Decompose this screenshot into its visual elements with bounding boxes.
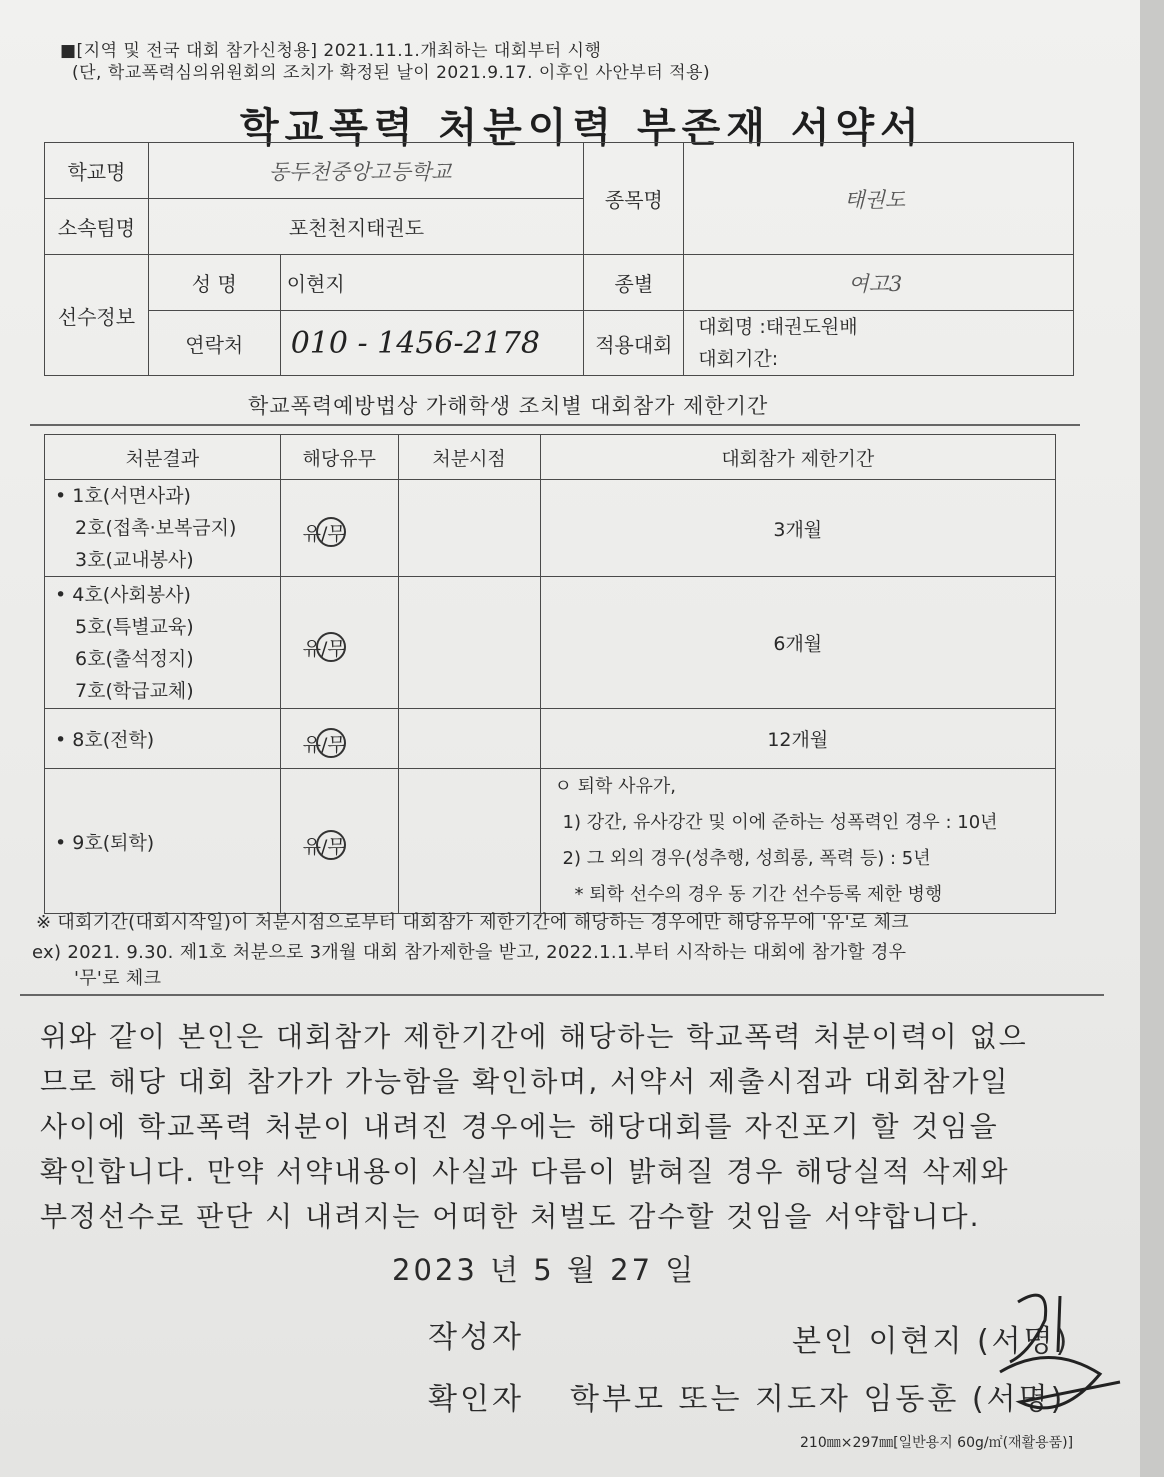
header-line-2: (단, 학교폭력심의위원회의 조치가 확정된 날이 2021.9.17. 이후인 사안부터 적용) bbox=[72, 63, 711, 83]
pledge-line-3: 사이에 학교폭력 처분이 내려진 경우에는 해당대회를 자진포기 할 것임을 bbox=[40, 1110, 999, 1143]
row1-yn: 유/무 bbox=[302, 523, 346, 545]
note-1: ※ 대회기간(대회시작일)이 처분시점으로부터 대회참가 제한기간에 해당하는 경우에만 해당유무에 '유'로 체크 bbox=[36, 912, 909, 933]
row2-period: 6개월 bbox=[540, 577, 1055, 709]
row2-item1: • 4호(사회봉사) bbox=[55, 583, 191, 606]
row3-time bbox=[398, 709, 540, 769]
name-label: 성 명 bbox=[148, 255, 280, 311]
row4-period-line4: * 퇴학 선수의 경우 동 기간 선수등록 제한 병행 bbox=[574, 884, 943, 905]
handwritten-signature-marks bbox=[990, 1282, 1130, 1432]
athlete-info-label: 선수정보 bbox=[45, 255, 149, 376]
col-time: 처분시점 bbox=[398, 435, 540, 480]
row1-circle-mark bbox=[316, 517, 346, 547]
row2-item4: 7호(학급교체) bbox=[75, 679, 194, 702]
row4-circle-mark bbox=[316, 830, 346, 860]
divider-top bbox=[30, 424, 1080, 426]
section-subtitle: 학교폭력예방법상 가해학생 조치별 대회참가 제한기간 bbox=[248, 394, 769, 418]
row4-yn: 유/무 bbox=[302, 836, 346, 858]
author-name: 본인 이현지 (서명) bbox=[792, 1324, 1071, 1359]
sign-date: 2023 년 5 월 27 일 bbox=[392, 1253, 697, 1287]
row3-period: 12개월 bbox=[540, 709, 1055, 769]
row2-time bbox=[398, 577, 540, 709]
competition-name: 대회명 :태권도원배 bbox=[698, 316, 858, 338]
row1-item3: 3호(교내봉사) bbox=[75, 549, 194, 571]
row2-yn: 유/무 bbox=[302, 637, 346, 660]
col-result: 처분결과 bbox=[45, 435, 281, 480]
phone-value: 010 - 1456-2178 bbox=[280, 311, 584, 376]
row2-item2: 5호(특별교육) bbox=[75, 615, 194, 638]
category-label: 종별 bbox=[584, 255, 684, 311]
pledge-line-4: 확인합니다. 만약 서약내용이 사실과 다름이 밝혀질 경우 해당실적 삭제와 bbox=[40, 1155, 1010, 1188]
pledge-line-2: 므로 해당 대회 참가가 가능함을 확인하며, 서약서 제출시점과 대회참가일 bbox=[40, 1065, 1010, 1098]
col-applicable: 해당유무 bbox=[280, 435, 398, 480]
pledge-line-5: 부정선수로 판단 시 내려지는 어떠한 처벌도 감수할 것임을 서약합니다. bbox=[40, 1200, 981, 1233]
athlete-info-table bbox=[44, 142, 1074, 376]
row3-item1: • 8호(전학) bbox=[45, 709, 281, 769]
row2-circle-mark bbox=[316, 632, 346, 662]
document-title: 학교폭력 처분이력 부존재 서약서 bbox=[240, 105, 925, 151]
row2-item3: 6호(출석정지) bbox=[75, 647, 194, 670]
competition-period: 대회기간: bbox=[698, 348, 779, 370]
paper-edge bbox=[1140, 0, 1164, 1477]
row3-yn: 유/무 bbox=[302, 733, 346, 756]
paper-spec: 210㎜×297㎜[일반용지 60g/㎡(재활용품)] bbox=[800, 1435, 1074, 1451]
row4-time bbox=[398, 769, 540, 914]
category-value: 여고3 bbox=[684, 255, 1074, 311]
row4-item1: • 9호(퇴학) bbox=[45, 769, 281, 914]
pledge-line-1: 위와 같이 본인은 대회참가 제한기간에 해당하는 학교폭력 처분이력이 없으 bbox=[40, 1020, 1028, 1053]
row1-item1: • 1호(서면사과) bbox=[55, 485, 191, 507]
confirmer-label: 확인자 bbox=[428, 1382, 524, 1417]
row4-period-line3: 2) 그 외의 경우(성추행, 성희롱, 폭력 등) : 5년 bbox=[562, 848, 931, 869]
col-period: 대회참가 제한기간 bbox=[540, 435, 1055, 480]
phone-label: 연락처 bbox=[148, 311, 280, 376]
author-label: 작성자 bbox=[428, 1320, 524, 1355]
school-label: 학교명 bbox=[45, 143, 149, 199]
team-label: 소속팀명 bbox=[45, 199, 149, 255]
header-line-1: ■[지역 및 전국 대회 참가신청용] 2021.11.1.개최하는 대회부터 시행 bbox=[60, 41, 602, 61]
sport-label: 종목명 bbox=[584, 143, 684, 255]
confirmer-name: 학부모 또는 지도자 임동훈 (서명) bbox=[570, 1382, 1066, 1417]
competition-label: 적용대회 bbox=[584, 311, 684, 376]
note-3: '무'로 체크 bbox=[74, 968, 162, 989]
row1-time bbox=[398, 480, 540, 577]
penalty-table bbox=[44, 434, 1056, 914]
team-value: 포천천지태권도 bbox=[148, 199, 584, 255]
row1-item2: 2호(접촉·보복금지) bbox=[75, 517, 237, 539]
school-value: 동두천중앙고등학교 bbox=[148, 143, 584, 199]
row4-period-line1: ㅇ 퇴학 사유가, bbox=[554, 776, 677, 797]
divider-bottom bbox=[20, 994, 1104, 996]
row4-period-line2: 1) 강간, 유사강간 및 이에 준하는 성폭력인 경우 : 10년 bbox=[562, 812, 998, 833]
row1-period: 3개월 bbox=[540, 480, 1055, 577]
note-2: ex) 2021. 9.30. 제1호 처분으로 3개월 대회 참가제한을 받고, 2022.1.1.부터 시작하는 대회에 참가할 경우 bbox=[32, 942, 907, 963]
row3-circle-mark bbox=[316, 728, 346, 758]
sport-value: 태권도 bbox=[684, 143, 1074, 255]
name-value: 이현지 bbox=[280, 255, 584, 311]
